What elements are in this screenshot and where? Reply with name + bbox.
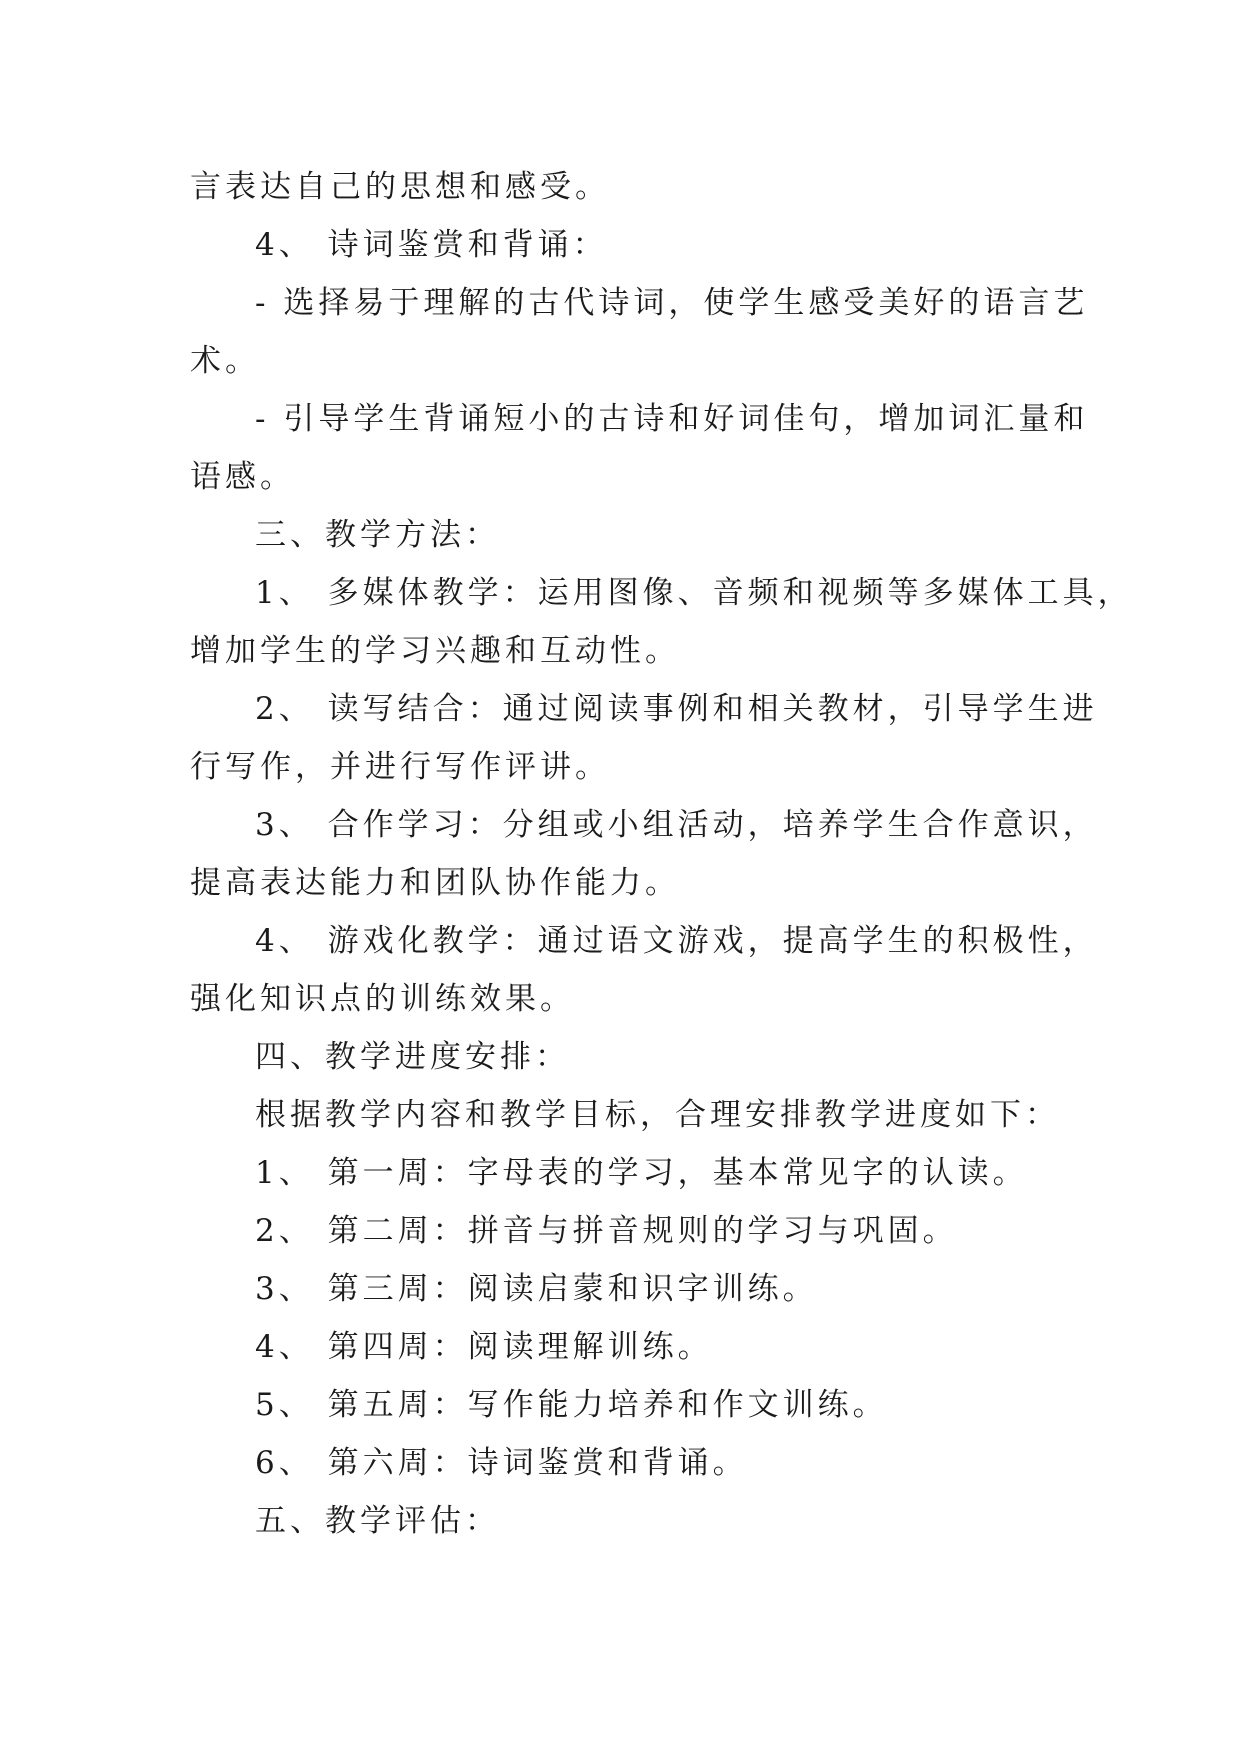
text-line: 提高表达能力和团队协作能力。 bbox=[190, 865, 680, 901]
text-line: 2、 读写结合：通过阅读事例和相关教材，引导学生进 bbox=[255, 691, 1098, 727]
text-line: 根据教学内容和教学目标，合理安排教学进度如下： bbox=[255, 1097, 1060, 1133]
text-line: 术。 bbox=[190, 343, 260, 379]
text-line: 3、 合作学习：分组或小组活动，培养学生合作意识， bbox=[255, 807, 1098, 843]
schedule-item: 4、 第四周：阅读理解训练。 bbox=[255, 1329, 713, 1365]
schedule-item: 5、 第五周：写作能力培养和作文训练。 bbox=[255, 1387, 888, 1423]
text-line: 言表达自己的思想和感受。 bbox=[190, 169, 610, 205]
text-line: 行写作，并进行写作评讲。 bbox=[190, 749, 610, 785]
text-line: - 引导学生背诵短小的古诗和好词佳句，增加词汇量和 bbox=[255, 401, 1089, 437]
section-heading: 五、教学评估： bbox=[255, 1503, 500, 1539]
text-line: 增加学生的学习兴趣和互动性。 bbox=[190, 633, 680, 669]
schedule-item: 1、 第一周：字母表的学习，基本常见字的认读。 bbox=[255, 1155, 1028, 1191]
text-line: 1、 多媒体教学：运用图像、音频和视频等多媒体工具， bbox=[255, 575, 1133, 611]
schedule-item: 6、 第六周：诗词鉴赏和背诵。 bbox=[255, 1445, 748, 1481]
text-line: 强化知识点的训练效果。 bbox=[190, 981, 575, 1017]
text-line: 4、 诗词鉴赏和背诵： bbox=[255, 227, 608, 263]
text-line: 语感。 bbox=[190, 459, 295, 495]
text-line: - 选择易于理解的古代诗词，使学生感受美好的语言艺 bbox=[255, 285, 1089, 321]
schedule-item: 3、 第三周：阅读启蒙和识字训练。 bbox=[255, 1271, 818, 1307]
section-heading: 三、教学方法： bbox=[255, 517, 500, 553]
text-line: 4、 游戏化教学：通过语文游戏，提高学生的积极性， bbox=[255, 923, 1098, 959]
section-heading: 四、教学进度安排： bbox=[255, 1039, 570, 1075]
schedule-item: 2、 第二周：拼音与拼音规则的学习与巩固。 bbox=[255, 1213, 958, 1249]
